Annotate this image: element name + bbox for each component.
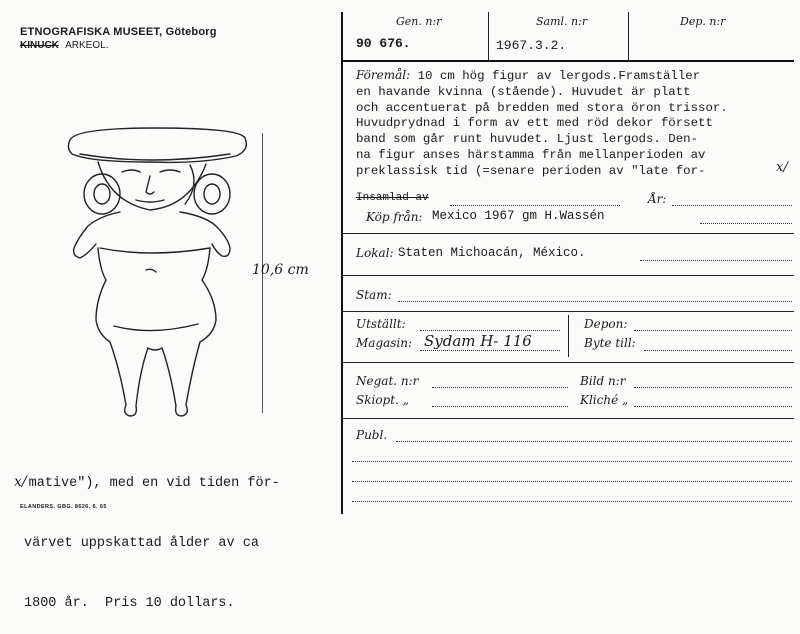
publ-label: Publ. xyxy=(356,428,388,442)
printer-imprint: ELANDERS. GBG. 8626. 6. 65 xyxy=(20,504,107,510)
gen-nr-label: Gen. n:r xyxy=(396,15,442,28)
ar-dots xyxy=(672,204,792,206)
publ-dots-2 xyxy=(352,460,792,462)
ar-label: År: xyxy=(648,192,667,206)
bild-label: Bild n:r xyxy=(580,374,626,388)
description-line-2: en havande kvinna (stående). Huvudet är platt xyxy=(356,84,691,99)
department-struck: KINUCK xyxy=(20,40,59,51)
header-col-divider-1 xyxy=(488,12,489,60)
stam-dots xyxy=(398,300,792,302)
kop-fran-label: Köp från: xyxy=(366,210,423,224)
museum-name: ETNOGRAFISKA MUSEET, Göteborg xyxy=(20,26,217,38)
kliche-label: Kliché „ xyxy=(580,393,629,407)
magasin-dots xyxy=(420,349,560,351)
lokal-label: Lokal: xyxy=(356,246,394,260)
saml-nr-label: Saml. n:r xyxy=(536,15,588,28)
note-line-2: värvet uppskattad ålder av ca xyxy=(24,536,259,551)
byte-till-label: Byte till: xyxy=(584,336,636,350)
description-line-6: na figur anses härstamma från mellanperioden av xyxy=(356,147,706,162)
description-block xyxy=(356,68,796,180)
rule-4 xyxy=(342,362,794,363)
publ-dots-1 xyxy=(396,440,792,442)
rule-3 xyxy=(342,311,794,312)
magasin-value: Sydam H- 116 xyxy=(424,332,532,350)
utstallt-dots xyxy=(420,329,560,331)
foremal-label: Föremål: xyxy=(356,68,411,82)
bild-dots xyxy=(634,386,792,388)
byte-dots xyxy=(644,349,792,351)
utstallt-label: Utställt: xyxy=(356,317,406,331)
continued-note xyxy=(14,432,280,634)
note-mark: x/ xyxy=(14,474,27,490)
kop-fran-value: Mexico 1967 gm H.Wassén xyxy=(432,209,605,223)
negat-dots xyxy=(432,386,568,388)
skiopt-label: Skiopt. „ xyxy=(356,393,409,407)
lokal-dots xyxy=(640,259,792,261)
margin-mark: x/ xyxy=(776,160,788,175)
kliche-dots xyxy=(634,405,792,407)
skiopt-dots xyxy=(432,405,568,407)
rule-2 xyxy=(342,275,794,276)
description-line-1: Föremål: 10 cm hög figur av lergods.Framställer xyxy=(356,68,701,83)
publ-dots-3 xyxy=(352,480,792,482)
panel-divider xyxy=(341,12,343,514)
department-name: ARKEOL. xyxy=(65,40,109,51)
saml-nr-value: 1967.3.2. xyxy=(496,38,567,53)
note-line-1: x/ mative"), med en vid tiden för- xyxy=(14,474,280,491)
description-line-7: preklassisk tid (=senare perioden av "late for- xyxy=(356,163,706,178)
height-annotation: 10,6 cm xyxy=(252,262,309,278)
dep-nr-label: Dep. n:r xyxy=(680,15,726,28)
lokal-value: Staten Michoacán, México. xyxy=(398,246,586,260)
insamlad-dots xyxy=(450,204,620,206)
rule-5 xyxy=(342,418,794,419)
description-line-4: Huvudprydnad i form av ett med röd dekor försett xyxy=(356,116,713,131)
header-bottom-rule xyxy=(342,60,794,62)
header-col-divider-2 xyxy=(628,12,629,60)
depon-dots xyxy=(634,329,792,331)
negat-label: Negat. n:r xyxy=(356,374,419,388)
publ-dots-4 xyxy=(352,500,792,502)
note-line-3: 1800 år. Pris 10 dollars. xyxy=(24,596,235,611)
kop-dots xyxy=(700,222,792,224)
rule-1 xyxy=(342,233,794,234)
description-line-3: och accentuerat på bredden med stora öron trissor. xyxy=(356,100,728,115)
department-line xyxy=(20,40,108,51)
insamlad-struck: Insamlad av xyxy=(356,192,429,204)
stam-label: Stam: xyxy=(356,288,392,302)
description-line-5: band som går runt huvudet. Ljust lergods. Den- xyxy=(356,132,699,147)
depon-label: Depon: xyxy=(584,317,628,331)
storage-col-divider xyxy=(568,315,569,357)
magasin-label: Magasin: xyxy=(356,336,413,350)
gen-nr-value: 90 676. xyxy=(356,36,411,51)
